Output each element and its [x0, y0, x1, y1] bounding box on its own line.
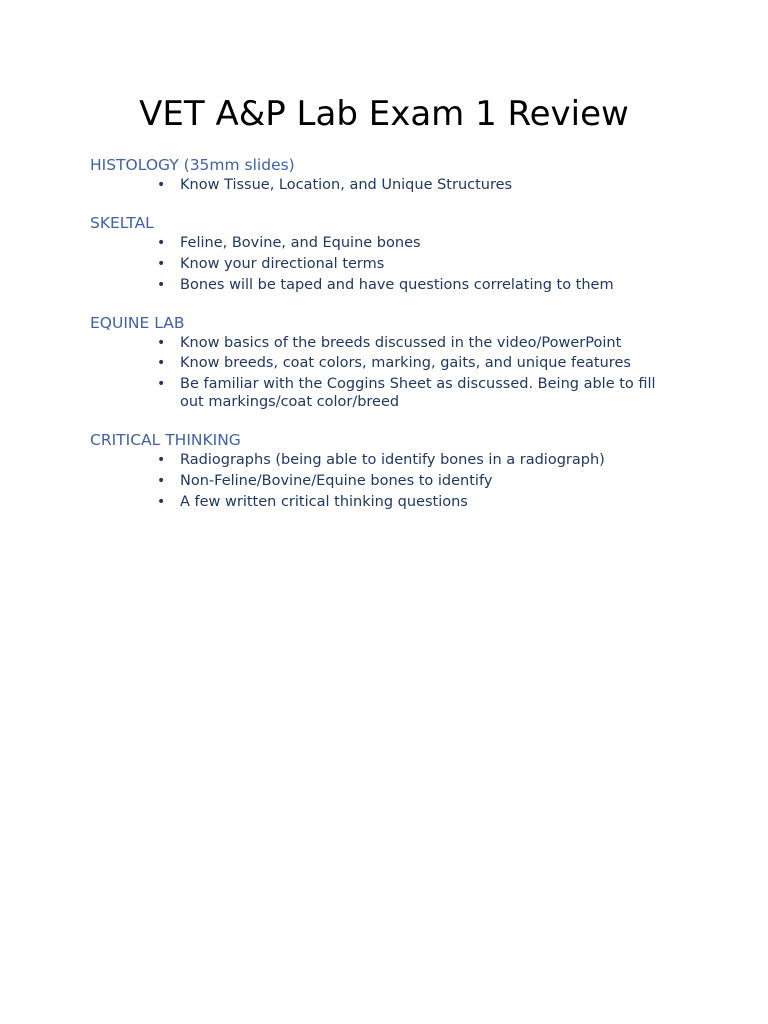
list-item-text: Know your directional terms: [180, 255, 385, 272]
list-item: [90, 234, 710, 252]
bullet-icon: •: [157, 452, 166, 469]
list-item-text: Be familiar with the Coggins Sheet as discussed. Being able to fill out markings/coat color/breed: [180, 376, 656, 411]
bullet-list: [90, 234, 710, 294]
bullet-icon: •: [157, 334, 166, 351]
list-item-text: Bones will be taped and have questions correlating to them: [180, 276, 614, 293]
bullet-list: [90, 176, 710, 194]
bullet-icon: •: [157, 493, 166, 510]
bullet-icon: •: [157, 255, 166, 272]
section-heading: HISTOLOGY (35mm slides): [90, 156, 295, 174]
list-item-text: A few written critical thinking questions: [180, 493, 468, 510]
bullet-icon: •: [157, 276, 166, 293]
section-equine-lab: [90, 312, 710, 412]
section-histology: [90, 154, 710, 194]
bullet-icon: •: [157, 355, 166, 372]
list-item-text: Non-Feline/Bovine/Equine bones to identify: [180, 472, 493, 489]
list-item: [90, 451, 710, 469]
list-item: [90, 493, 710, 511]
list-item-text: Know breeds, coat colors, marking, gaits, and unique features: [180, 355, 631, 372]
page-title: VET A&P Lab Exam 1 Review: [139, 94, 629, 134]
list-item-text: Radiographs (being able to identify bones in a radiograph): [180, 452, 605, 469]
list-item: [90, 176, 710, 194]
list-item-text: Know basics of the breeds discussed in the video/PowerPoint: [180, 334, 622, 351]
section-skeletal: [90, 212, 710, 294]
bullet-icon: •: [157, 235, 166, 251]
list-item: [90, 276, 710, 294]
list-item: [90, 334, 710, 352]
section-critical-thinking: [90, 429, 710, 511]
list-item: [90, 255, 710, 273]
bullet-list: [90, 334, 710, 412]
list-item-text: Feline, Bovine, and Equine bones: [180, 235, 421, 251]
section-heading: SKELTAL: [90, 214, 154, 232]
list-item: [90, 375, 710, 411]
list-item: [90, 472, 710, 490]
bullet-icon: •: [157, 376, 166, 393]
section-heading: EQUINE LAB: [90, 313, 185, 332]
list-item-text: Know Tissue, Location, and Unique Structures: [180, 177, 513, 193]
document-body: [90, 154, 710, 529]
list-item: [90, 354, 710, 372]
bullet-icon: •: [157, 177, 166, 193]
section-heading: CRITICAL THINKING: [90, 431, 241, 450]
bullet-list: [90, 451, 710, 511]
bullet-icon: •: [157, 472, 166, 489]
